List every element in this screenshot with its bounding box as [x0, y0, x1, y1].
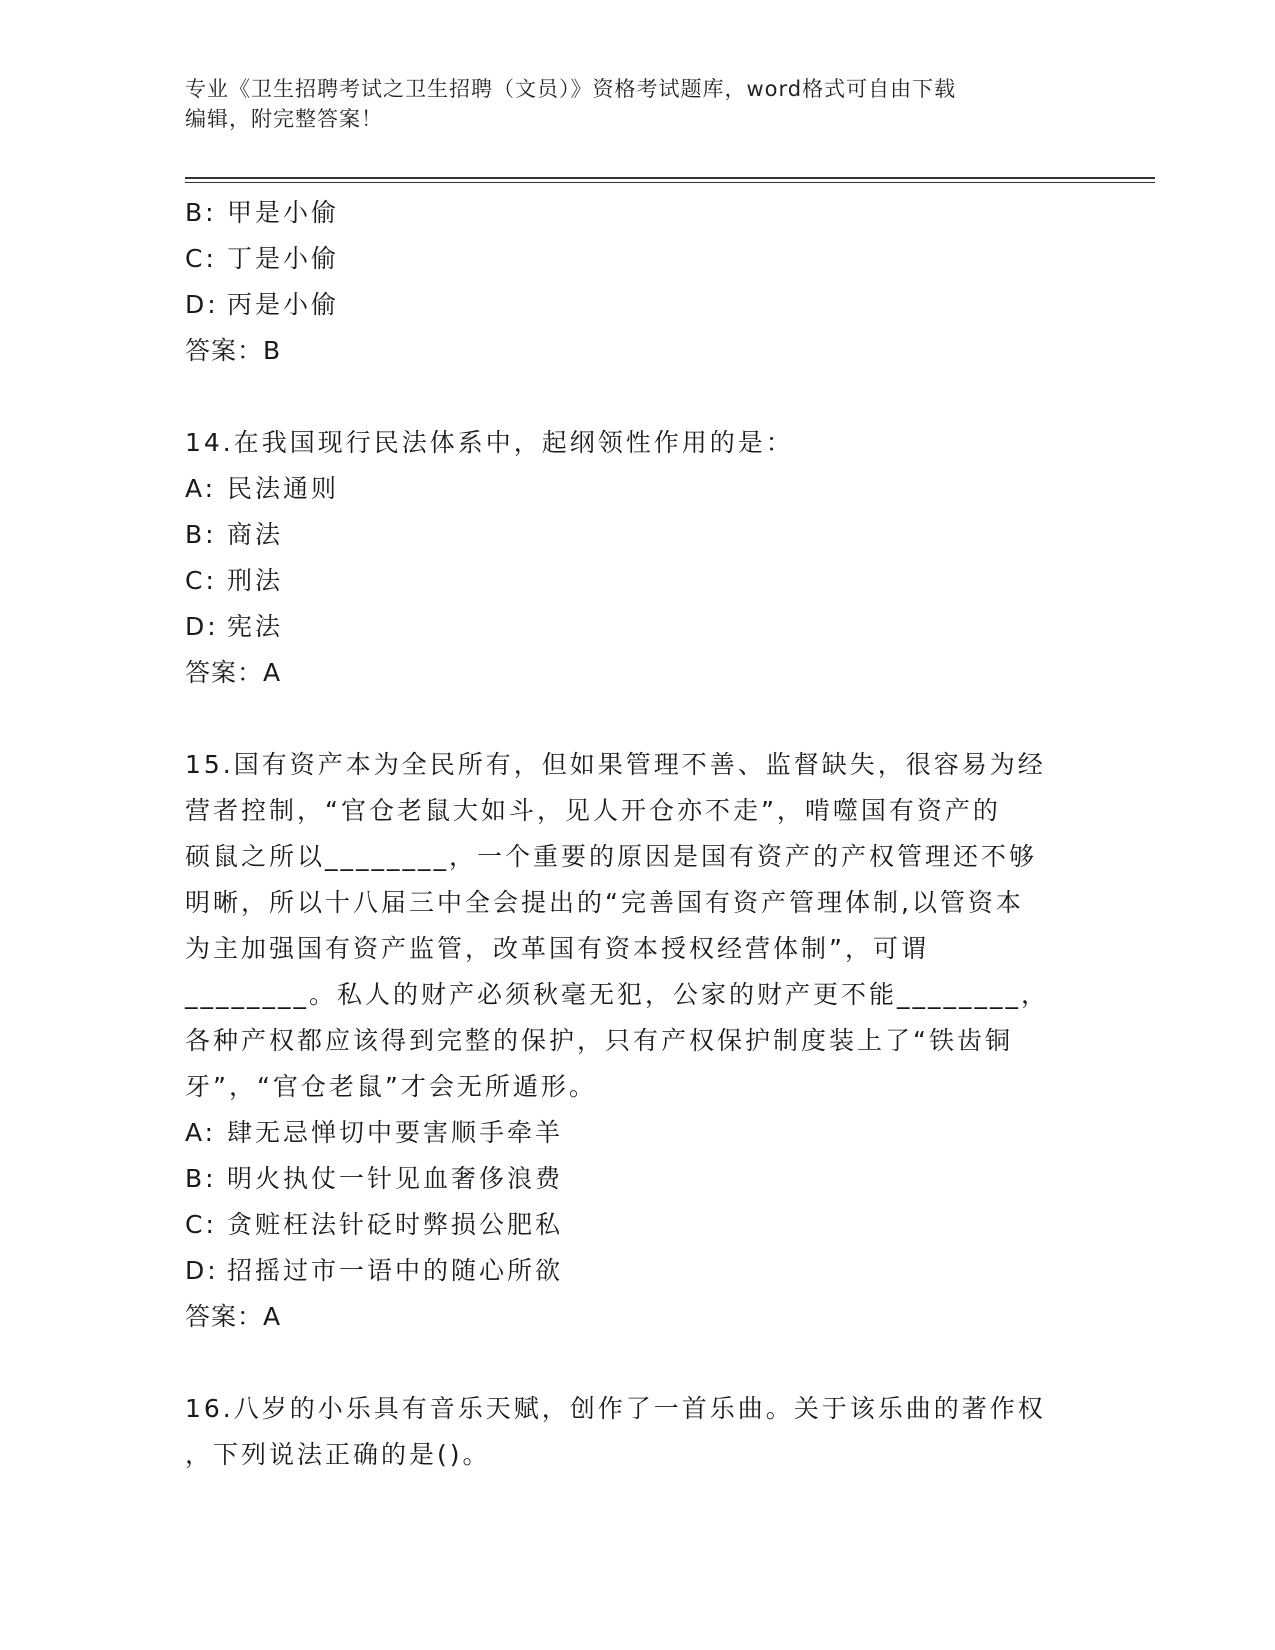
option-key: B:	[185, 198, 217, 227]
option-c	[185, 236, 1085, 282]
stem-line: 16.八岁的小乐具有音乐天赋，创作了一首乐曲。关于该乐曲的著作权	[185, 1394, 1046, 1423]
option-key: B:	[185, 1164, 217, 1193]
option-c	[185, 1202, 1085, 1248]
option-text: 贪赃枉法针砭时弊损公肥私	[227, 1210, 564, 1239]
option-text: 甲是小偷	[227, 198, 340, 227]
document-header	[185, 74, 1065, 134]
question-13-tail	[185, 190, 1085, 374]
option-d	[185, 604, 1085, 650]
stem-line: 营者控制，“官仓老鼠大如斗，见人开仓亦不走”，啃噬国有资产的	[185, 796, 1001, 825]
stem-line: 硕鼠之所以________，一个重要的原因是国有资产的产权管理还不够	[185, 842, 1038, 871]
stem-line: 15.国有资产本为全民所有，但如果管理不善、监督缺失，很容易为经	[185, 750, 1046, 779]
header-line-1: 专业《卫生招聘考试之卫生招聘（文员）》资格考试题库，word格式可自由下载	[185, 77, 957, 101]
option-text: 肆无忌惮切中要害顺手牵羊	[227, 1118, 564, 1147]
stem-line: ，下列说法正确的是()。	[185, 1440, 491, 1469]
option-b	[185, 1156, 1085, 1202]
option-key: A:	[185, 474, 217, 503]
stem-line: 明晰，所以十八届三中全会提出的“完善国有资产管理体制,以管资本	[185, 888, 1024, 917]
question-16	[185, 1386, 1085, 1478]
answer-line: 答案：A	[185, 1302, 282, 1331]
option-b	[185, 190, 1085, 236]
option-key: D:	[185, 290, 219, 319]
option-text: 明火执仗一针见血奢侈浪费	[227, 1164, 564, 1193]
option-b	[185, 512, 1085, 558]
answer-line: 答案：A	[185, 658, 282, 687]
stem-line: 为主加强国有资产监管，改革国有资本授权经营体制”，可谓	[185, 934, 929, 963]
question-15	[185, 742, 1085, 1340]
stem-line: ________。私人的财产必须秋毫无犯，公家的财产更不能________，	[185, 980, 1050, 1009]
option-key: A:	[185, 1118, 217, 1147]
question-stem: 14.在我国现行民法体系中，起纲领性作用的是：	[185, 428, 794, 457]
header-divider-thick	[185, 177, 1155, 179]
stem-line: 各种产权都应该得到完整的保护，只有产权保护制度装上了“铁齿铜	[185, 1026, 1013, 1055]
option-text: 刑法	[227, 566, 284, 595]
header-line-2: 编辑，附完整答案！	[185, 107, 383, 131]
option-d	[185, 282, 1085, 328]
option-a	[185, 1110, 1085, 1156]
question-14	[185, 420, 1085, 696]
option-text: 宪法	[227, 612, 284, 641]
question-spacer	[185, 374, 1085, 420]
option-a	[185, 466, 1085, 512]
option-text: 商法	[227, 520, 284, 549]
option-key: C:	[185, 1210, 217, 1239]
option-key: D:	[185, 612, 219, 641]
option-c	[185, 558, 1085, 604]
question-stem	[185, 742, 1085, 1110]
question-spacer	[185, 696, 1085, 742]
stem-line: 牙”，“官仓老鼠”才会无所遁形。	[185, 1072, 597, 1101]
option-text: 招摇过市一语中的随心所欲	[227, 1256, 564, 1285]
option-key: C:	[185, 566, 217, 595]
option-text: 丁是小偷	[227, 244, 340, 273]
question-spacer	[185, 1340, 1085, 1386]
option-text: 民法通则	[227, 474, 340, 503]
option-text: 丙是小偷	[227, 290, 340, 319]
option-key: D:	[185, 1256, 219, 1285]
option-d	[185, 1248, 1085, 1294]
answer-line: 答案：B	[185, 336, 282, 365]
header-divider-thin	[185, 182, 1155, 183]
option-key: B:	[185, 520, 217, 549]
option-key: C:	[185, 244, 217, 273]
question-content	[185, 190, 1085, 1478]
